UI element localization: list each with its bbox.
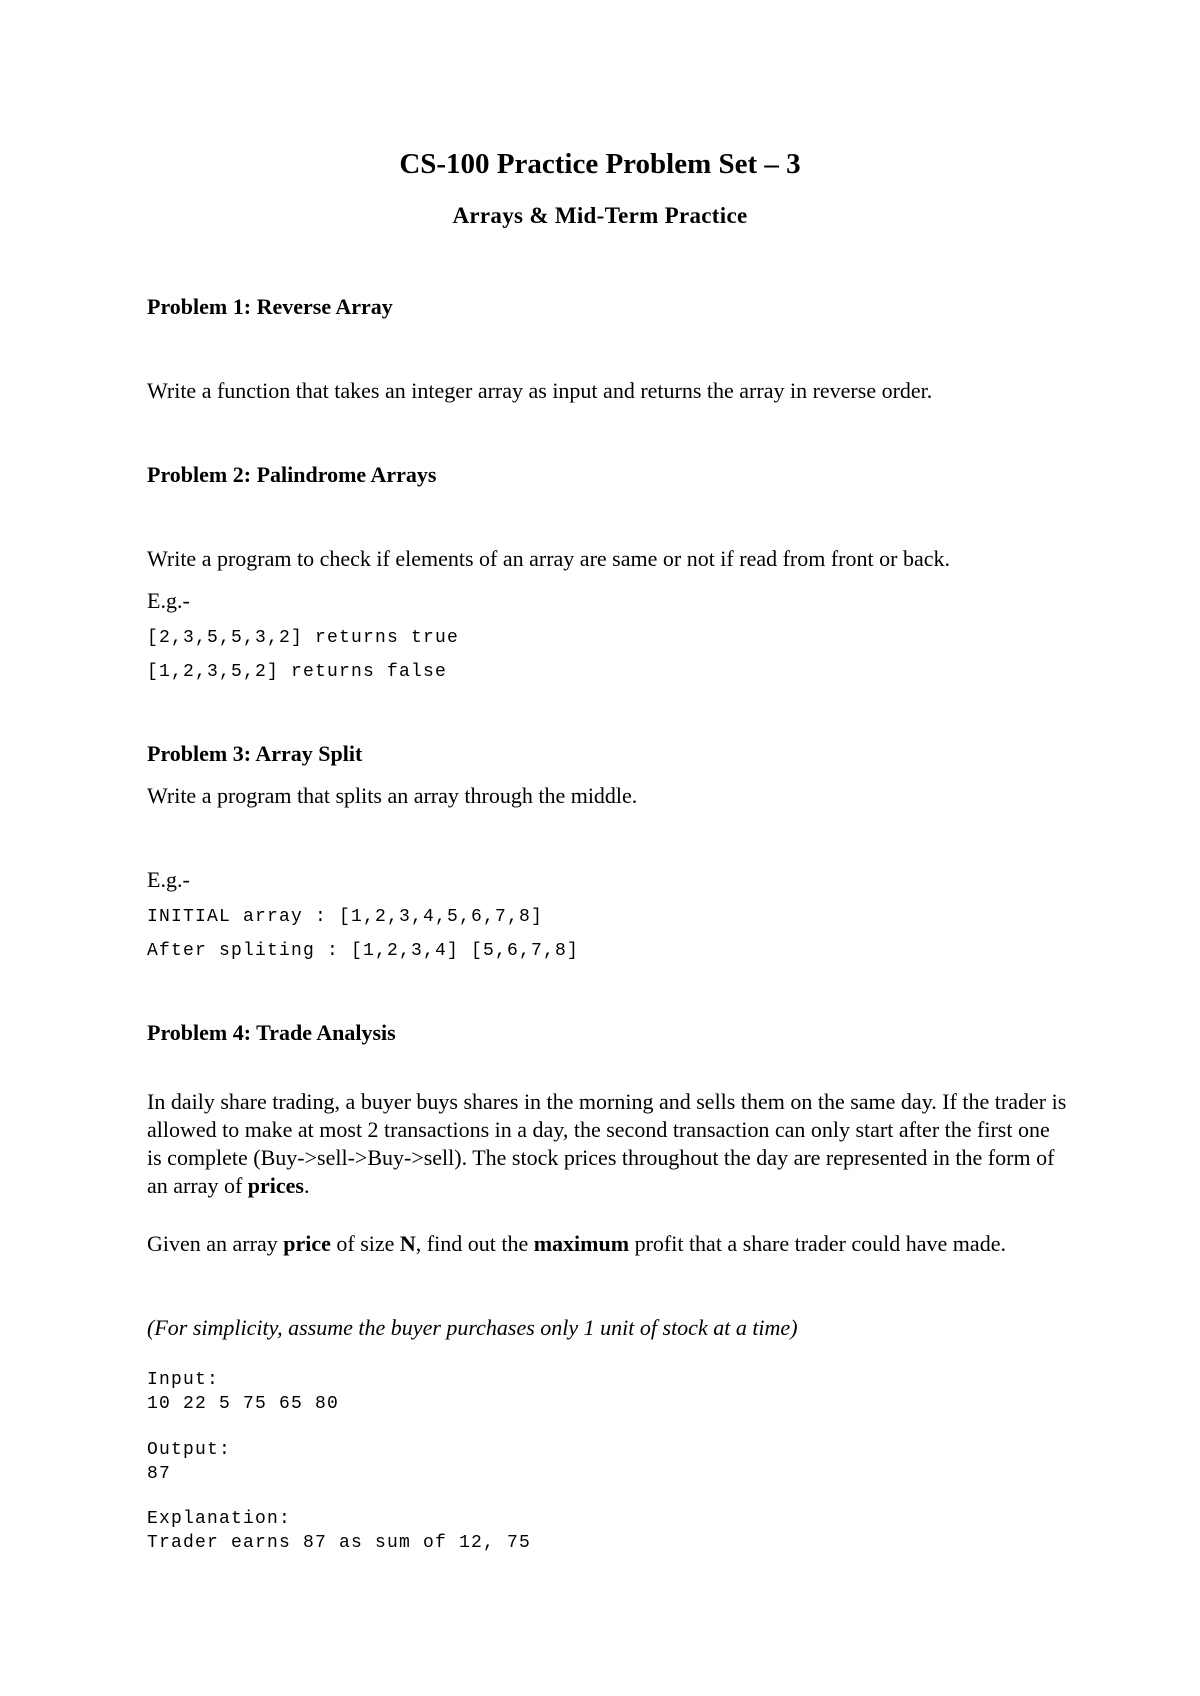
page-subtitle: Arrays & Mid-Term Practice: [452, 203, 748, 228]
problem4-para2-bold-n: N: [399, 1231, 416, 1256]
problem2-code-line1: [2,3,5,5,3,2] returns true: [147, 628, 460, 648]
problem4-para2-a: Given an array: [147, 1231, 284, 1256]
problem4-note: (For simplicity, assume the buyer purchases only 1 unit of stock at a time): [147, 1315, 798, 1340]
problem4-para2-e: , find out the: [415, 1231, 534, 1256]
problem2-eg: E.g.-: [147, 588, 190, 613]
problem1-heading: Problem 1: Reverse Array: [147, 294, 393, 319]
problem4-input-label: Input:: [147, 1370, 220, 1390]
problem4-para1-bold-prices: prices: [247, 1173, 304, 1198]
problem4-explanation-label: Explanation:: [147, 1509, 292, 1529]
problem2-text: Write a program to check if elements of an array are same or not if read from front or back.: [147, 546, 950, 571]
problem4-para1-end: .: [303, 1173, 310, 1198]
problem4-para1-text: In daily share trading, a buyer buys shares in the morning and sells them on the same day. If the trader is allowed to make at most 2 transactions in a day, the second transaction can only start after the first one is complete (Buy->sell->Buy->sell). The stock prices throughout the day are represented in the form of an array of: [147, 1089, 1067, 1198]
problem3-text: Write a program that splits an array through the middle.: [147, 783, 638, 808]
page-title: CS-100 Practice Problem Set – 3: [399, 148, 801, 180]
problem4-para2-bold-price: price: [283, 1231, 331, 1256]
problem4-paragraph-1: [147, 1088, 1067, 1200]
problem3-eg: E.g.-: [147, 867, 190, 892]
problem3-heading: Problem 3: Array Split: [147, 741, 363, 766]
problem4-output-value: 87: [147, 1464, 172, 1484]
problem1-text: Write a function that takes an integer array as input and returns the array in reverse order.: [147, 378, 933, 403]
problem4-para2-g: profit that a share trader could have made.: [629, 1231, 1006, 1256]
problem4-para2-bold-maximum: maximum: [533, 1231, 630, 1256]
problem4-input-value: 10 22 5 75 65 80: [147, 1394, 340, 1414]
problem2-heading: Problem 2: Palindrome Arrays: [147, 462, 437, 487]
problem2-code-line2: [1,2,3,5,2] returns false: [147, 662, 448, 682]
problem4-para2-c: of size: [330, 1231, 400, 1256]
problem4-heading: Problem 4: Trade Analysis: [147, 1020, 396, 1045]
problem3-code-line1: INITIAL array : [1,2,3,4,5,6,7,8]: [147, 907, 544, 927]
problem4-output-label: Output:: [147, 1440, 232, 1460]
problem4-explanation-value: Trader earns 87 as sum of 12, 75: [147, 1533, 532, 1553]
problem4-paragraph-2: [147, 1230, 1067, 1258]
problem3-code-line2: After spliting : [1,2,3,4] [5,6,7,8]: [147, 941, 580, 961]
